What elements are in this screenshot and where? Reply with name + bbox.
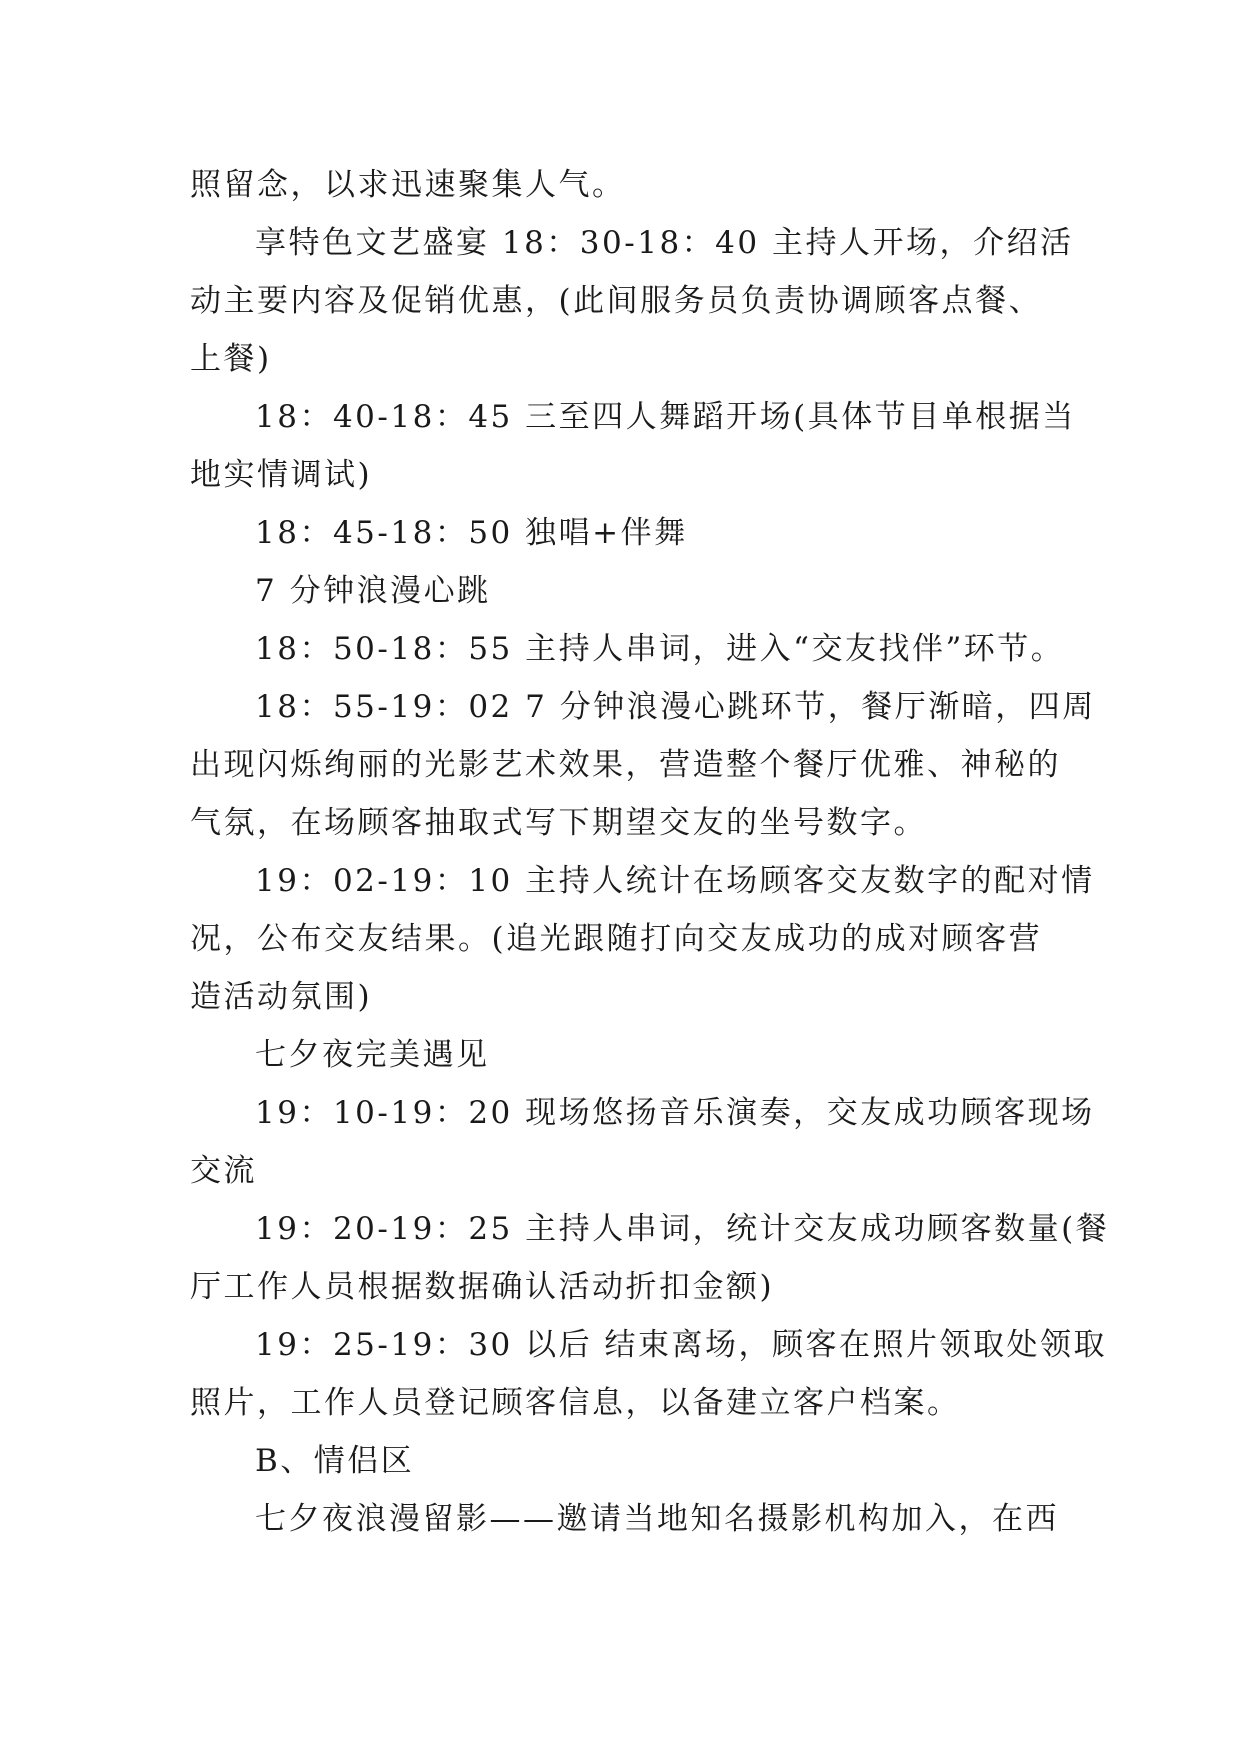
text-line-5: 18：40-18：45 三至四人舞蹈开场(具体节目单根据当 (255, 399, 1076, 435)
text-line-19: 19：20-19：25 主持人串词，统计交友成功顾客数量(餐 (255, 1211, 1110, 1247)
text-line-16: 七夕夜完美遇见 (255, 1037, 490, 1073)
text-line-6: 地实情调试) (190, 457, 373, 493)
text-line-8: 7 分钟浪漫心跳 (255, 573, 491, 609)
text-line-21: 19：25-19：30 以后 结束离场，顾客在照片领取处领取 (255, 1327, 1107, 1363)
text-line-13: 19：02-19：10 主持人统计在场顾客交友数字的配对情 (255, 863, 1095, 899)
text-line-10: 18：55-19：02 7 分钟浪漫心跳环节，餐厅渐暗，四周 (255, 689, 1096, 725)
text-line-17: 19：10-19：20 现场悠扬音乐演奏，交友成功顾客现场 (255, 1095, 1095, 1131)
text-line-15: 造活动氛围) (190, 979, 373, 1015)
text-line-4: 上餐) (190, 341, 272, 377)
text-line-18: 交流 (190, 1153, 257, 1189)
text-line-7: 18：45-18：50 独唱+伴舞 (255, 515, 688, 551)
text-line-11: 出现闪烁绚丽的光影艺术效果，营造整个餐厅优雅、神秘的 (190, 747, 1061, 783)
text-line-20: 厅工作人员根据数据确认活动折扣金额) (190, 1269, 775, 1305)
text-line-23: B、情侣区 (255, 1443, 415, 1479)
text-line-3: 动主要内容及促销优惠，(此间服务员负责协调顾客点餐、 (190, 283, 1043, 319)
text-line-14: 况，公布交友结果。(追光跟随打向交友成功的成对顾客营 (190, 921, 1043, 957)
text-line-22: 照片，工作人员登记顾客信息，以备建立客户档案。 (190, 1385, 961, 1421)
text-line-2: 享特色文艺盛宴 18：30-18：40 主持人开场，介绍活 (255, 225, 1074, 261)
text-line-1: 照留念，以求迅速聚集人气。 (190, 167, 626, 203)
text-line-24: 七夕夜浪漫留影——邀请当地知名摄影机构加入，在西 (255, 1501, 1059, 1537)
text-line-9: 18：50-18：55 主持人串词，进入“交友找伴”环节。 (255, 631, 1065, 667)
text-line-12: 气氛，在场顾客抽取式写下期望交友的坐号数字。 (190, 805, 927, 841)
